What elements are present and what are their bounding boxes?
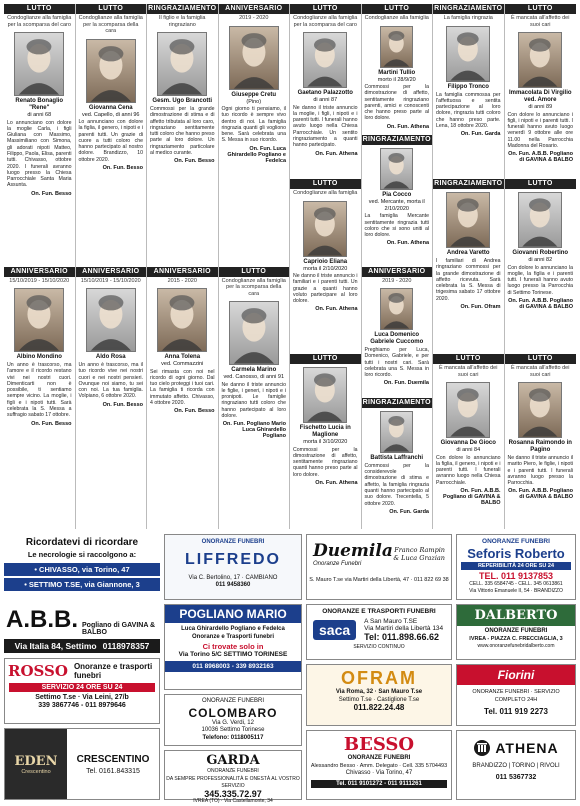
ad-duemila <box>306 534 452 600</box>
obituary-column <box>4 4 76 529</box>
ad-besso <box>306 730 452 800</box>
notice-intro: 15/10/2019 - 15/10/2020 <box>80 277 141 284</box>
dalberto-addr: IVREA - PIAZZA C. FRECCIAGLIA, 3 <box>469 635 563 642</box>
notice-header: LUTTO <box>505 354 577 364</box>
garda-phone: 345.335.72.97 <box>204 788 262 799</box>
colombaro-l2: 10036 Settimo Torinese <box>201 727 265 733</box>
notice-header: LUTTO <box>290 179 361 189</box>
obituary-grid <box>4 4 576 529</box>
funeral-home-credit: On. Fun. Athena <box>315 479 358 486</box>
obituary-notice <box>505 4 577 179</box>
besso-l2: Alessandro Besso · Amm. Delegato · Cell. 335 5704493 <box>310 762 448 769</box>
portrait-photo <box>303 32 347 88</box>
obituary-notice <box>76 4 147 267</box>
notice-intro: Condoglianze alla famiglia <box>293 190 358 196</box>
notice-text: Un anno è trascorso, ma l'amore e il ricordo restano vivi nei nostri cuori. Dimenticarti non è possibile, ti sentiamo sempre vicino. La moglie, i figli e i nipoti tutti. Sarà celebrata la S. Messa a suffragio sabato 17 ottobre. <box>7 362 72 419</box>
portrait-photo <box>380 26 413 68</box>
obituary-notice <box>433 4 504 179</box>
deceased-name: Battista Laffranchi <box>370 454 424 461</box>
seforis-pre: ONORANZE FUNEBRI <box>482 538 550 545</box>
deceased-name: Martini Tullio <box>378 69 416 76</box>
portrait-icon <box>230 302 278 364</box>
fiorini-brand: Fiorini <box>457 665 575 685</box>
funeral-home-credit: On. Fun. A.B.B. Pogliano di GAVINA & BALBO <box>508 488 573 501</box>
abb-sub: Pogliano di GAVINA & BALBO <box>82 622 156 636</box>
portrait-photo <box>229 301 279 365</box>
portrait-photo <box>380 148 413 190</box>
deceased-name: Renato Bonaglio "Rene" <box>15 98 64 111</box>
deceased-name: Caprioio Eliana <box>303 258 348 265</box>
fiorini-l1: ONORANZE FUNEBRI · SERVIZIO COMPLETO 24H <box>472 689 560 703</box>
portrait-photo <box>86 288 136 352</box>
liffredo-phone: 011 9458360 <box>215 582 251 588</box>
notice-text: Ne danno il triste annuncio le figlie, i generi, i nipoti e i pronipoti. Le famiglie ringraziano tutti coloro che hanno partecipato al loro dolore. <box>221 381 286 419</box>
funeral-home-credit: On. Fun. Duemila <box>383 380 429 387</box>
deceased-dates: di anni 89 <box>528 104 553 110</box>
deceased-name: Giovanna Cena <box>88 104 133 111</box>
colombaro-brand: COLOMBARO <box>188 705 278 720</box>
notice-header: RINGRAZIAMENTO <box>434 180 503 187</box>
portrait-icon <box>447 27 489 81</box>
colombaro-phone: Telefono: 0118005117 <box>202 734 264 741</box>
notice-intro: È mancata all'affetto dei suoi cari <box>511 15 570 28</box>
funeral-home-credit: On. Fun. A.B.B. Pogliano di GAVINA & BALBO <box>508 297 573 310</box>
funeral-home-credit: On. Fun. Athena <box>386 123 429 130</box>
notice-intro: È mancata all'affetto dei suoi cari <box>511 365 570 378</box>
pogliano-brand: POGLIANO MARIO <box>165 605 301 623</box>
funeral-home-credit: On. Fun. Pogliano Mario Luca Ghirardello Pogliano <box>222 421 286 440</box>
notice-header: LUTTO <box>433 354 504 364</box>
obituary-notice <box>433 179 504 354</box>
portrait-icon <box>381 149 412 189</box>
notice-text: Commossi per la dimostrazione di affetto, sentitamente ringraziano parenti, amici e conoscenti che hanno preso parte al loro dolore. <box>364 84 429 122</box>
portrait-photo <box>14 32 64 96</box>
portrait-photo <box>14 288 64 352</box>
ad-athena <box>456 730 576 800</box>
eden-brand2: CRESCENTINO <box>76 753 150 765</box>
saca-phone: Tel: 011.898.66.62 <box>364 631 440 642</box>
seforis-phone: TEL. 011 9137853 <box>478 570 554 581</box>
notice-text: Ogni giorno ti pensiamo, il tuo ricordo è sempre vivo dentro di noi. La famiglia ringrazia quanti gli vogliono bene. Sarà celebrata una S. Messa in suo ricordo. <box>221 106 286 144</box>
deceased-name: Fischetto Lucia in Maglione <box>299 425 351 438</box>
portrait-photo <box>446 26 490 82</box>
portrait-icon <box>158 33 206 95</box>
deceased-name: Carmela Marino <box>231 367 277 373</box>
duemila-line: S. Mauro T.se via Martiri della Libertà, 47 · 011 822 69 38 <box>309 577 449 583</box>
notice-header: LUTTO <box>505 4 577 14</box>
funeral-home-credit: On. Fun. Besso <box>174 158 215 165</box>
notice-intro: 15/10/2019 - 15/10/2020 <box>9 277 70 284</box>
funeral-home-credit: On. Fun. Besso <box>102 401 143 408</box>
ad-pogliano <box>164 604 302 690</box>
notice-header: RINGRAZIAMENTO <box>434 5 503 12</box>
notice-intro: La famiglia ringrazia <box>443 15 493 21</box>
ofram-brand: OFRAM <box>341 668 417 688</box>
obituary-notice <box>362 4 433 135</box>
portrait-icon <box>447 383 489 437</box>
notice-intro: 2015 - 2020 <box>167 277 197 284</box>
obituary-notice <box>362 135 433 266</box>
duemila-who: Franco Rampin & Luca Grazian <box>393 546 445 562</box>
obituary-notice <box>290 4 361 179</box>
obituary-notice <box>505 179 577 354</box>
ad-abb <box>4 604 160 654</box>
notice-header: LUTTO <box>505 179 577 189</box>
pogliano-l1: Luca Ghirardello Pogliano e Fedelca <box>181 626 285 632</box>
obituary-column <box>505 4 577 529</box>
rosso-l2: 339 3867746 - 011 8979646 <box>38 701 126 709</box>
funeral-home-credit: On. Fun. A.B.B. Pogliano di GAVINA & BALBO <box>443 487 501 506</box>
obituary-notice <box>433 354 504 529</box>
athena-l1: BRANDIZZO | TORINO | RIVOLI <box>472 763 560 769</box>
athena-logo-icon <box>473 739 491 757</box>
deceased-dates: ved. Canosso, di anni 91 <box>223 374 285 380</box>
saca-brand: saca <box>313 620 356 640</box>
portrait-photo <box>446 382 490 438</box>
deceased-name: Pia Cocco <box>382 192 412 199</box>
ad-eden <box>4 728 160 800</box>
deceased-dates: ved. Mercante, morta il 2/10/2020 <box>368 199 425 212</box>
athena-brand: ATHENA <box>495 740 559 756</box>
deceased-name: Immacolata Di Virgilio ved. Amore <box>508 90 572 103</box>
ads-section <box>4 534 576 804</box>
deceased-name: Anna Tolena <box>164 354 201 360</box>
besso-brand: BESSO <box>343 734 415 755</box>
funeral-home-credit: On. Fun. Besso <box>174 408 215 415</box>
deceased-dates: di anni 87 <box>313 97 338 103</box>
portrait-icon <box>381 412 412 452</box>
ad-fiorini <box>456 664 576 726</box>
portrait-icon <box>519 193 561 247</box>
colombaro-title: ONORANZE FUNEBRI <box>201 698 264 704</box>
athena-phone: 011 5367732 <box>495 773 537 781</box>
obituary-notice <box>76 267 147 530</box>
portrait-icon <box>519 33 561 87</box>
garda-l2: DA SEMPRE PROFESSIONALITÀ E ONESTÀ AL VOSTRO SERVIZIO <box>166 775 300 789</box>
saca-title: ONORANZE E TRASPORTI FUNEBRI <box>322 608 436 615</box>
obituary-notice <box>362 267 433 398</box>
portrait-icon <box>304 202 346 256</box>
notice-intro: Condoglianze alla famiglia per la scomparsa della cara <box>221 277 286 297</box>
duemila-brand: Duemila <box>313 541 393 561</box>
deceased-name: Rosanna Raimondo in Pagino <box>508 440 572 453</box>
deceased-dates: morta il 2/10/2020 <box>303 265 348 272</box>
rosso-l1: Settimo T.se · Via Leini, 27/b <box>35 694 129 701</box>
notice-header: RINGRAZIAMENTO <box>148 5 217 12</box>
ofram-phone: 011.822.24.48 <box>353 703 405 712</box>
portrait-photo <box>380 288 413 330</box>
ad-saca <box>306 604 452 660</box>
portrait-photo <box>229 26 279 90</box>
notice-header: ANNIVERSARIO <box>76 267 147 277</box>
obituary-notice <box>4 267 75 530</box>
deceased-name: Andrea Varetto <box>446 250 490 256</box>
notice-intro: Condoglianze alla famiglia per la scomparsa della cara <box>78 15 143 34</box>
saca-l2: Via Martiri della Libertà 134 <box>364 624 444 632</box>
portrait-icon <box>519 383 561 437</box>
duemila-tag: Onoranze Funebri <box>313 561 362 567</box>
portrait-photo <box>446 192 490 248</box>
obituary-column <box>433 4 505 529</box>
garda-l3: IVREA (TO) · Via Castellamonte, 34 <box>193 798 273 804</box>
deceased-dates: di anni 84 <box>456 447 481 453</box>
deceased-dates: di anni 82 <box>528 257 553 263</box>
seforis-brand: Seforis Roberto <box>467 545 565 561</box>
notice-text: Sei rimasta con noi nel ricordo di ogni giorno. Dal tuo cielo proteggi i tuoi cari. La famiglia ti ricorda con immutato affetto. Chivasso, 4 ottobre 2020. <box>150 368 215 406</box>
liffredo-line: Via C. Bertolino, 17 · CAMBIANO <box>188 574 278 581</box>
necro-subtitle: Le necrologie si raccolgono a: <box>27 550 137 559</box>
pogliano-l4: Via Torino 5/C SETTIMO TORINESE <box>178 650 288 658</box>
notice-text: Ne danno il triste annuncio la moglie, i figli, i nipoti e i parenti tutti. I funerali hanno avuto luogo nella Chiesa Parrocchiale. Un sentito ringraziamento a quanti hanno partecipato. <box>293 104 358 149</box>
besso-l1: ONORANZE FUNEBRI <box>347 755 411 761</box>
portrait-icon <box>87 289 135 351</box>
notice-header: RINGRAZIAMENTO <box>362 136 431 144</box>
funeral-home-credit: On. Fun. Garda <box>389 508 429 515</box>
funeral-home-credit: On. Fun. A.B.B. Pogliano di GAVINA & BALBO <box>508 151 573 164</box>
notice-text: Con dolore lo annunciano la moglie, la figlia e i parenti tutti. I funerali hanno avuto luogo presso la Parrocchia di Settimo Torinese. <box>507 264 573 296</box>
obituary-notice <box>4 4 75 267</box>
notice-header: ANNIVERSARIO <box>4 267 75 277</box>
ad-liffredo <box>164 534 302 600</box>
notice-header: LUTTO <box>219 267 290 277</box>
necro-line2: • SETTIMO T.SE, via Giannone, 3 <box>4 578 160 591</box>
eden-brand: EDEN <box>14 753 58 769</box>
obituary-column <box>219 4 291 529</box>
ofram-l1: Via Roma, 32 · San Mauro T.se <box>335 689 423 695</box>
colombaro-l1: Via G. Verdi, 12 <box>212 719 254 726</box>
garda-l1: ONORANZE FUNEBRI <box>207 768 259 774</box>
obituary-column <box>290 4 362 529</box>
obituary-notice <box>219 267 290 530</box>
notice-intro: È mancata all'affetto dei suoi cari <box>439 365 498 378</box>
ad-dalberto <box>456 604 576 660</box>
portrait-icon <box>87 40 135 102</box>
dalberto-foot: www.onoranzefunebridalberto.com <box>477 643 555 649</box>
abb-brand: A.B.B. <box>6 606 78 633</box>
deceased-name: Albino Mondino <box>16 354 62 360</box>
funeral-home-credit: On. Fun. Athena <box>315 306 358 313</box>
funeral-home-credit: On. Fun. Garda <box>460 131 501 138</box>
notice-header: LUTTO <box>290 354 361 364</box>
notice-text: Con dolore lo annunciano i figli, i nipoti e i parenti tutti. I funerali hanno avuto luogo venerdì 9 ottobre alle ore 11.00 nella Parrocchia Madonna del Rosario. <box>507 111 573 149</box>
fiorini-phone: Tel. 011 919 2273 <box>484 707 548 716</box>
obituary-column <box>76 4 148 529</box>
obituary-column <box>362 4 434 529</box>
ad-ofram <box>306 664 452 726</box>
portrait-photo <box>303 201 347 257</box>
liffredo-tag: ONORANZE FUNEBRI <box>201 539 265 545</box>
rosso-bar: SERVIZIO 24 ORE SU 24 <box>9 683 155 692</box>
seforis-addr: Via Vittorio Emanuele II, 54 · BRANDIZZO <box>469 588 563 594</box>
notice-text: Preghiamo per Luca, Domenico, Gabriele, e per tutti i nostri cari. Sarà celebrata una S. Messa in loro ricordo. <box>364 347 429 379</box>
portrait-icon <box>158 289 206 351</box>
portrait-photo <box>518 382 562 438</box>
deceased-dates: (Pino) <box>246 98 262 105</box>
funeral-home-credit: On. Fun. Ofram <box>460 304 501 311</box>
portrait-photo <box>518 32 562 88</box>
rosso-sub: Onoranze e trasporti funebri <box>73 662 153 680</box>
notice-text: Commossi per la grande dimostrazione di stima e di affetto tributata al loro caro, ringraziano sentitamente tutti coloro che hanno preso parte al loro dolore. Un ringraziamento particolare al medico curante. <box>150 106 215 157</box>
portrait-icon <box>230 27 278 89</box>
pogliano-l3: Ci trovate solo in <box>202 642 264 651</box>
notice-intro: 2019 - 2020 <box>382 277 412 284</box>
garda-brand: GARDA <box>206 753 260 768</box>
deceased-name: Filippo Tronco <box>447 83 489 90</box>
portrait-photo <box>518 192 562 248</box>
notice-text: La famiglia commossa per l'affettuosa e sentita partecipazione al loro dolore, ringrazia tutti coloro che hanno preso parte. Lena, 18 ottobre 2020. <box>436 91 501 129</box>
rosso-brand: ROSSO <box>8 662 68 680</box>
obituary-notice <box>147 267 218 530</box>
deceased-name: Gesm. Ugo Brancotti <box>152 98 213 104</box>
notice-header: LUTTO <box>76 4 147 14</box>
obituary-column <box>147 4 219 529</box>
obituary-notice <box>290 354 361 529</box>
ad-rosso <box>4 658 160 724</box>
saca-foot: SERVIZIO CONTINUO <box>353 643 405 650</box>
pogliano-l2: Onoranze e Trasporti funebri <box>191 633 274 640</box>
deceased-dates: ved. Capello, di anni 96 <box>82 111 140 118</box>
notice-intro: 2019 - 2020 <box>239 15 269 21</box>
portrait-icon <box>304 33 346 87</box>
ad-seforis <box>456 534 576 600</box>
deceased-name: Gaetano Palazzotto <box>297 90 353 96</box>
notice-text: Lo annunciano con dolore la moglie Carla, i figli Giuliana con Massimo, Massimiliano con Simona, gli adorati nipoti Matteo, Filippo, Paola, Elisa, parenti tutti. Chivasso, ottobre 2020. I funerali avranno luogo presso la Chiesa Parrocchiale Santa Maria Assunta. <box>7 119 72 189</box>
portrait-photo <box>157 32 207 96</box>
deceased-dates: morta il 3/10/2020 <box>303 439 348 445</box>
notice-intro: Condoglianze alla famiglia <box>364 15 429 21</box>
portrait-photo <box>86 39 136 103</box>
notice-text: Lo annunciano con dolore la figlia, il genero, i nipoti e i parenti tutti. Un grazie di cuore a tutti coloro che hanno partecipato al nostro dolore. Brandizzo, 10 ottobre 2020. <box>78 119 143 163</box>
deceased-dates: ved. Commazzini <box>161 361 204 367</box>
pogliano-phone: 011 8968003 - 339 8932163 <box>165 661 301 672</box>
funeral-home-credit: On. Fun. Besso <box>31 420 72 427</box>
deceased-dates: morto il 28/9/20 <box>377 76 416 83</box>
obituary-notice <box>147 4 218 267</box>
deceased-name: Aldo Rosa <box>95 354 126 360</box>
notice-header: ANNIVERSARIO <box>147 267 218 277</box>
notice-header: ANNIVERSARIO <box>362 267 433 277</box>
necro-title: Ricordatevi di ricordare <box>25 537 139 548</box>
dalberto-sub: ONORANZE FUNEBRI <box>484 628 548 634</box>
deceased-name: Giuseppe Cretu <box>231 91 277 98</box>
portrait-photo <box>303 367 347 423</box>
deceased-name: Giovanna De Gioco <box>440 440 496 446</box>
funeral-home-credit: On. Fun. Athena <box>315 150 358 157</box>
portrait-icon <box>381 289 412 329</box>
deceased-name: Luca Domenico Gabriele Cuccomo <box>370 332 424 345</box>
eden-phone: Tel. 0161.843315 <box>86 767 140 775</box>
abb-bar <box>4 639 160 653</box>
notice-header: LUTTO <box>4 4 75 14</box>
obituary-notice <box>505 354 577 529</box>
obituary-notice <box>219 4 290 267</box>
liffredo-brand: LIFFREDO <box>185 550 281 568</box>
portrait-icon <box>15 33 63 95</box>
deceased-name: Giovanni Robertino <box>512 250 569 256</box>
portrait-icon <box>304 368 346 422</box>
obituary-notice <box>290 179 361 354</box>
seforis-cell: CELL. 335 6584745 - CELL. 345 0613861 <box>469 580 563 587</box>
necro-line1: • CHIVASSO, via Torino, 47 <box>4 563 160 576</box>
notice-intro: Condoglianze alla famiglia per la scomparsa del caro <box>293 15 358 28</box>
notice-header: RINGRAZIAMENTO <box>362 398 431 406</box>
notice-text: Ne danno il triste annuncio il marito Piero, le figlie, i nipoti e i parenti tutti. I funerali avranno luogo presso la Parrocchia. <box>507 455 573 487</box>
notice-intro: Il figlio e la famiglia ringraziano <box>159 15 206 28</box>
funeral-home-credit: On. Fun. Besso <box>102 165 143 172</box>
besso-l3: Chivasso · Via Torino, 47 <box>345 770 413 776</box>
obituary-page <box>4 4 576 804</box>
besso-phone: Tel. 011 9101272 - 011 9111261 <box>311 780 447 788</box>
ad-garda <box>164 750 302 804</box>
abb-addr: Via Italia 84, Settimo <box>14 641 97 651</box>
funeral-home-credit: On. Fun. Besso <box>31 190 72 197</box>
notice-text: I familiari di Andrea ringraziano commossi per la grande dimostrazione di affetto ricevuta. Sarà celebrata la S. Messa di trigesima sabato 17 ottobre 2020. <box>436 258 501 302</box>
notice-text: Commossi per la dimostrazione di affetto, sentitamente ringraziano quanti hanno preso parte al loro dolore. <box>293 446 358 478</box>
deceased-dates: di anni 68 <box>27 112 52 118</box>
notice-header: ANNIVERSARIO <box>219 4 290 14</box>
seforis-mid: REPERIBILITÀ 24 ORE SU 24 <box>461 562 571 570</box>
saca-l1: A San Mauro T.SE <box>364 617 418 625</box>
obituary-notice <box>362 398 433 529</box>
notice-text: Commossi per la considerevole dimostrazione di stima e affetto, la famiglia ringrazia quanti hanno partecipato al suo dolore. Trecentella, 5 ottobre 2020. <box>364 462 429 507</box>
portrait-icon <box>447 193 489 247</box>
notice-text: Con dolore lo annunciano la figlia, il genero, i nipoti e i parenti tutti. I funerali avranno luogo nella Chiesa Parrocchiale. <box>436 454 501 486</box>
portrait-photo <box>157 288 207 352</box>
notice-intro: Condoglianze alla famiglia per la scomparsa del caro <box>7 15 72 28</box>
ad-colombaro <box>164 694 302 746</box>
notice-text: Ne danno il triste annuncio i familiari e i parenti tutti. Un grazie a quanti hanno voluto partecipare al loro dolore. <box>293 273 358 305</box>
portrait-icon <box>381 27 412 67</box>
notice-text: Un anno è trascorso, ma il tuo ricordo vive nei nostri cuori e nei nostri pensieri. Ovunque noi siamo, tu sei con noi. La tua famiglia. Volpiano, 6 ottobre 2020. <box>78 362 143 400</box>
portrait-photo <box>380 411 413 453</box>
dalberto-brand: DALBERTO <box>457 605 575 626</box>
abb-phone: 0118978357 <box>102 641 150 651</box>
ofram-l2: Settimo T.se · Castiglione T.se <box>338 696 420 703</box>
portrait-icon <box>15 289 63 351</box>
notice-header: LUTTO <box>362 4 433 14</box>
notice-header: LUTTO <box>290 4 361 14</box>
eden-l1: Crescentino <box>21 768 51 775</box>
funeral-home-credit: On. Fun. Athena <box>386 240 429 247</box>
notice-text: La famiglia Mercante sentitamente ringrazia tutti coloro che si sono uniti al loro dolore. <box>364 213 429 239</box>
ad-necrologie <box>4 534 160 600</box>
funeral-home-credit: On. Fun. Luca Ghirardello Pogliano e Fedelca <box>227 145 286 164</box>
